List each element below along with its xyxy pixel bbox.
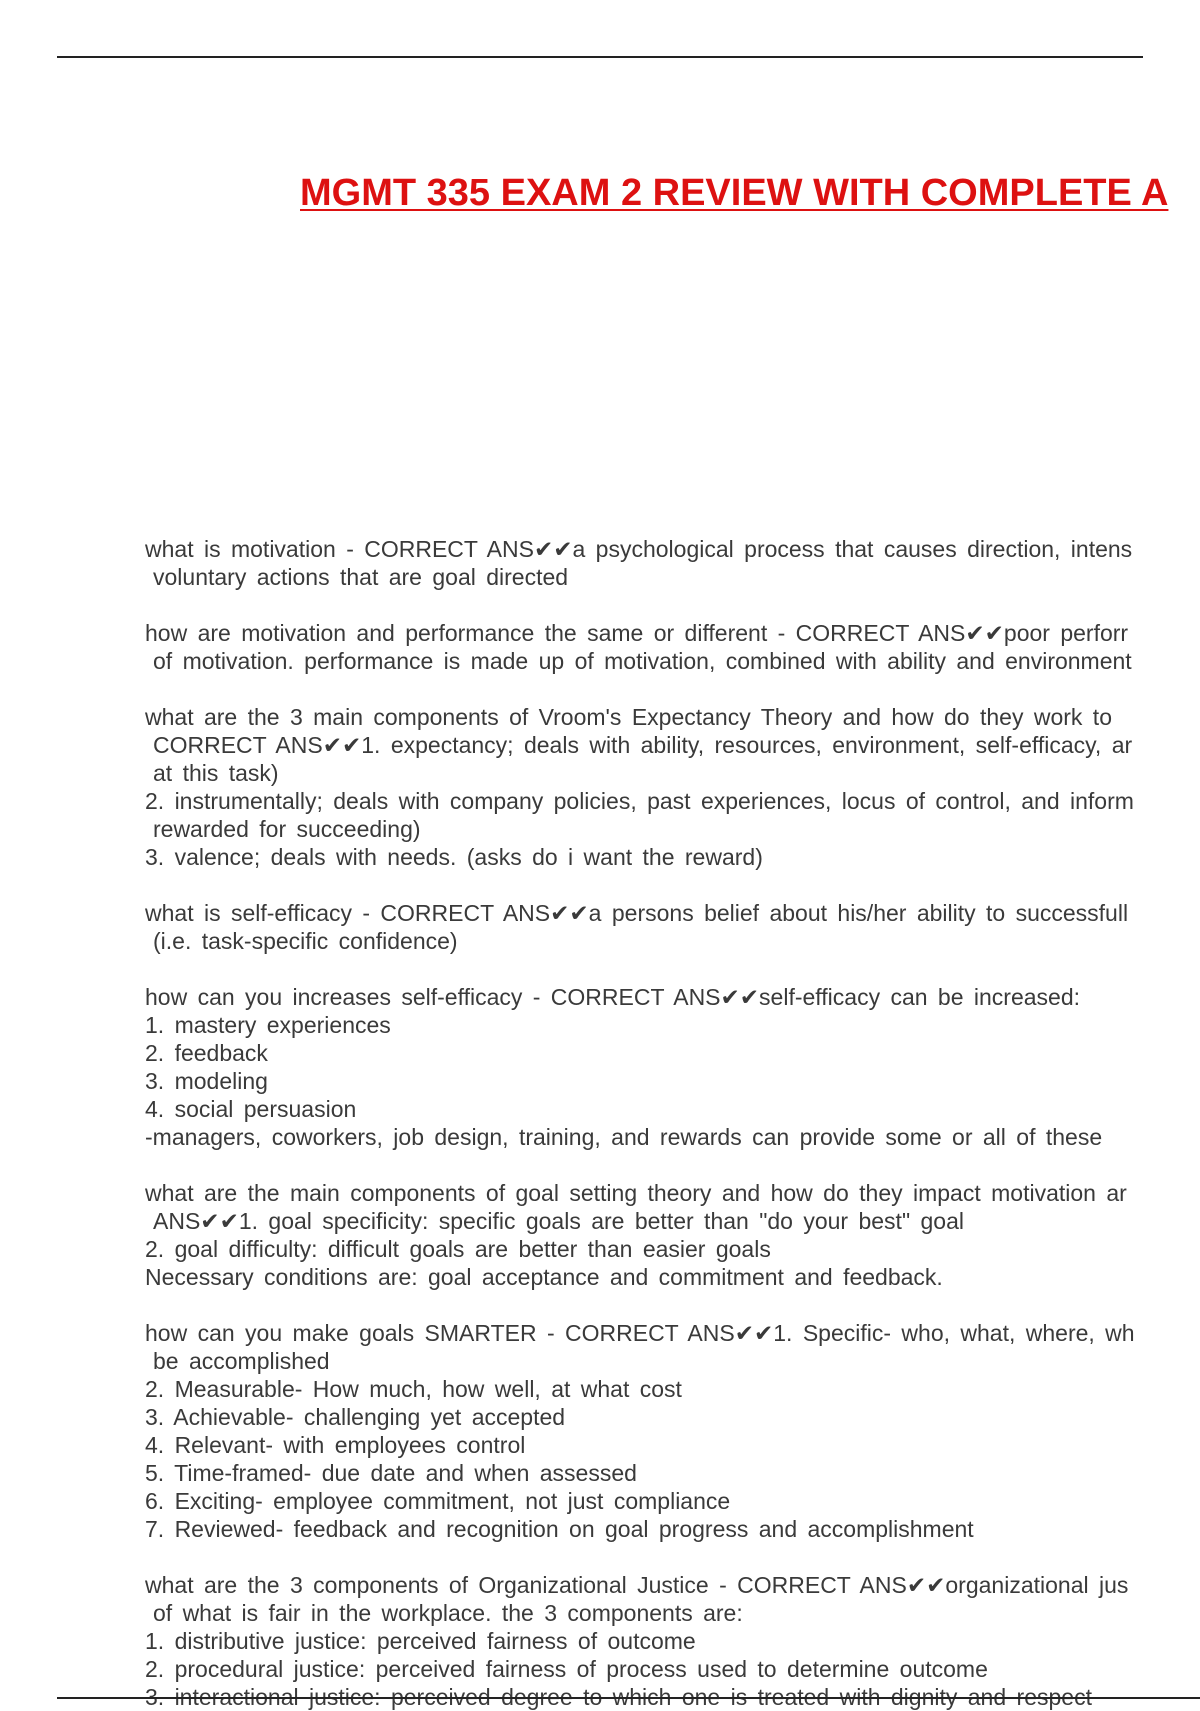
text-line: 1. mastery experiences — [145, 1012, 391, 1038]
footer-rule — [57, 1697, 1200, 1699]
paragraph-gap — [145, 1151, 1200, 1179]
text-line: 1. distributive justice: perceived fairness of outcome — [145, 1628, 696, 1654]
text-line: 4. social persuasion — [145, 1096, 357, 1122]
text-line: 3. interactional justice: perceived degree to which one is treated with dignity and respect — [145, 1684, 1092, 1710]
text-line: Necessary conditions are: goal acceptance and commitment and feedback. — [145, 1264, 943, 1290]
document-body — [145, 535, 1200, 1711]
header-rule — [57, 56, 1143, 58]
text-line: 2. Measurable- How much, how well, at what cost — [145, 1376, 682, 1402]
text-line: what is motivation - CORRECT ANS✔✔a psychological process that causes direction, intens — [145, 536, 1133, 562]
qa-paragraph — [145, 899, 1200, 955]
text-line: be accomplished — [153, 1348, 330, 1374]
qa-paragraph — [145, 1319, 1200, 1543]
paragraph-gap — [145, 1543, 1200, 1571]
text-line: of motivation. performance is made up of motivation, combined with ability and environment — [153, 648, 1132, 674]
text-line: 6. Exciting- employee commitment, not just compliance — [145, 1488, 731, 1514]
text-line: 2. goal difficulty: difficult goals are better than easier goals — [145, 1236, 771, 1262]
text-line: what are the 3 components of Organizational Justice - CORRECT ANS✔✔organizational jus — [145, 1572, 1129, 1598]
document-title: MGMT 335 EXAM 2 REVIEW WITH COMPLETE A — [300, 172, 1169, 214]
text-line: ANS✔✔1. goal specificity: specific goals are better than "do your best" goal — [153, 1208, 964, 1234]
text-line: what are the 3 main components of Vroom's Expectancy Theory and how do they work to — [145, 704, 1112, 730]
qa-paragraph — [145, 1571, 1200, 1711]
text-line: what is self-efficacy - CORRECT ANS✔✔a persons belief about his/her ability to successfull — [145, 900, 1129, 926]
qa-paragraph — [145, 619, 1200, 675]
text-line: at this task) — [153, 760, 279, 786]
text-line: -managers, coworkers, job design, training, and rewards can provide some or all of these — [145, 1124, 1103, 1150]
qa-paragraph — [145, 703, 1200, 871]
text-line: 3. Achievable- challenging yet accepted — [145, 1404, 566, 1430]
text-line: how are motivation and performance the same or different - CORRECT ANS✔✔poor perforr — [145, 620, 1129, 646]
paragraph-gap — [145, 591, 1200, 619]
text-line: how can you make goals SMARTER - CORRECT ANS✔✔1. Specific- who, what, where, wh — [145, 1320, 1135, 1346]
text-line: 2. procedural justice: perceived fairness of process used to determine outcome — [145, 1656, 988, 1682]
text-line: 2. instrumentally; deals with company policies, past experiences, locus of control, and inform — [145, 788, 1134, 814]
paragraph-gap — [145, 1291, 1200, 1319]
paragraph-gap — [145, 871, 1200, 899]
text-line: (i.e. task-specific confidence) — [153, 928, 458, 954]
text-line: 4. Relevant- with employees control — [145, 1432, 526, 1458]
text-line: 3. valence; deals with needs. (asks do i want the reward) — [145, 844, 763, 870]
text-line: 3. modeling — [145, 1068, 268, 1094]
text-line: of what is fair in the workplace. the 3 components are: — [153, 1600, 743, 1626]
text-line: 5. Time-framed- due date and when assessed — [145, 1460, 637, 1486]
qa-paragraph — [145, 983, 1200, 1151]
text-line: voluntary actions that are goal directed — [153, 564, 569, 590]
text-line: 2. feedback — [145, 1040, 268, 1066]
text-line: what are the main components of goal setting theory and how do they impact motivation ar — [145, 1180, 1127, 1206]
text-line: CORRECT ANS✔✔1. expectancy; deals with ability, resources, environment, self-efficacy, ar — [153, 732, 1133, 758]
text-line: how can you increases self-efficacy - CORRECT ANS✔✔self-efficacy can be increased: — [145, 984, 1081, 1010]
text-line: rewarded for succeeding) — [153, 816, 421, 842]
paragraph-gap — [145, 955, 1200, 983]
paragraph-gap — [145, 675, 1200, 703]
qa-paragraph — [145, 1179, 1200, 1291]
qa-paragraph — [145, 535, 1200, 591]
text-line: 7. Reviewed- feedback and recognition on goal progress and accomplishment — [145, 1516, 974, 1542]
